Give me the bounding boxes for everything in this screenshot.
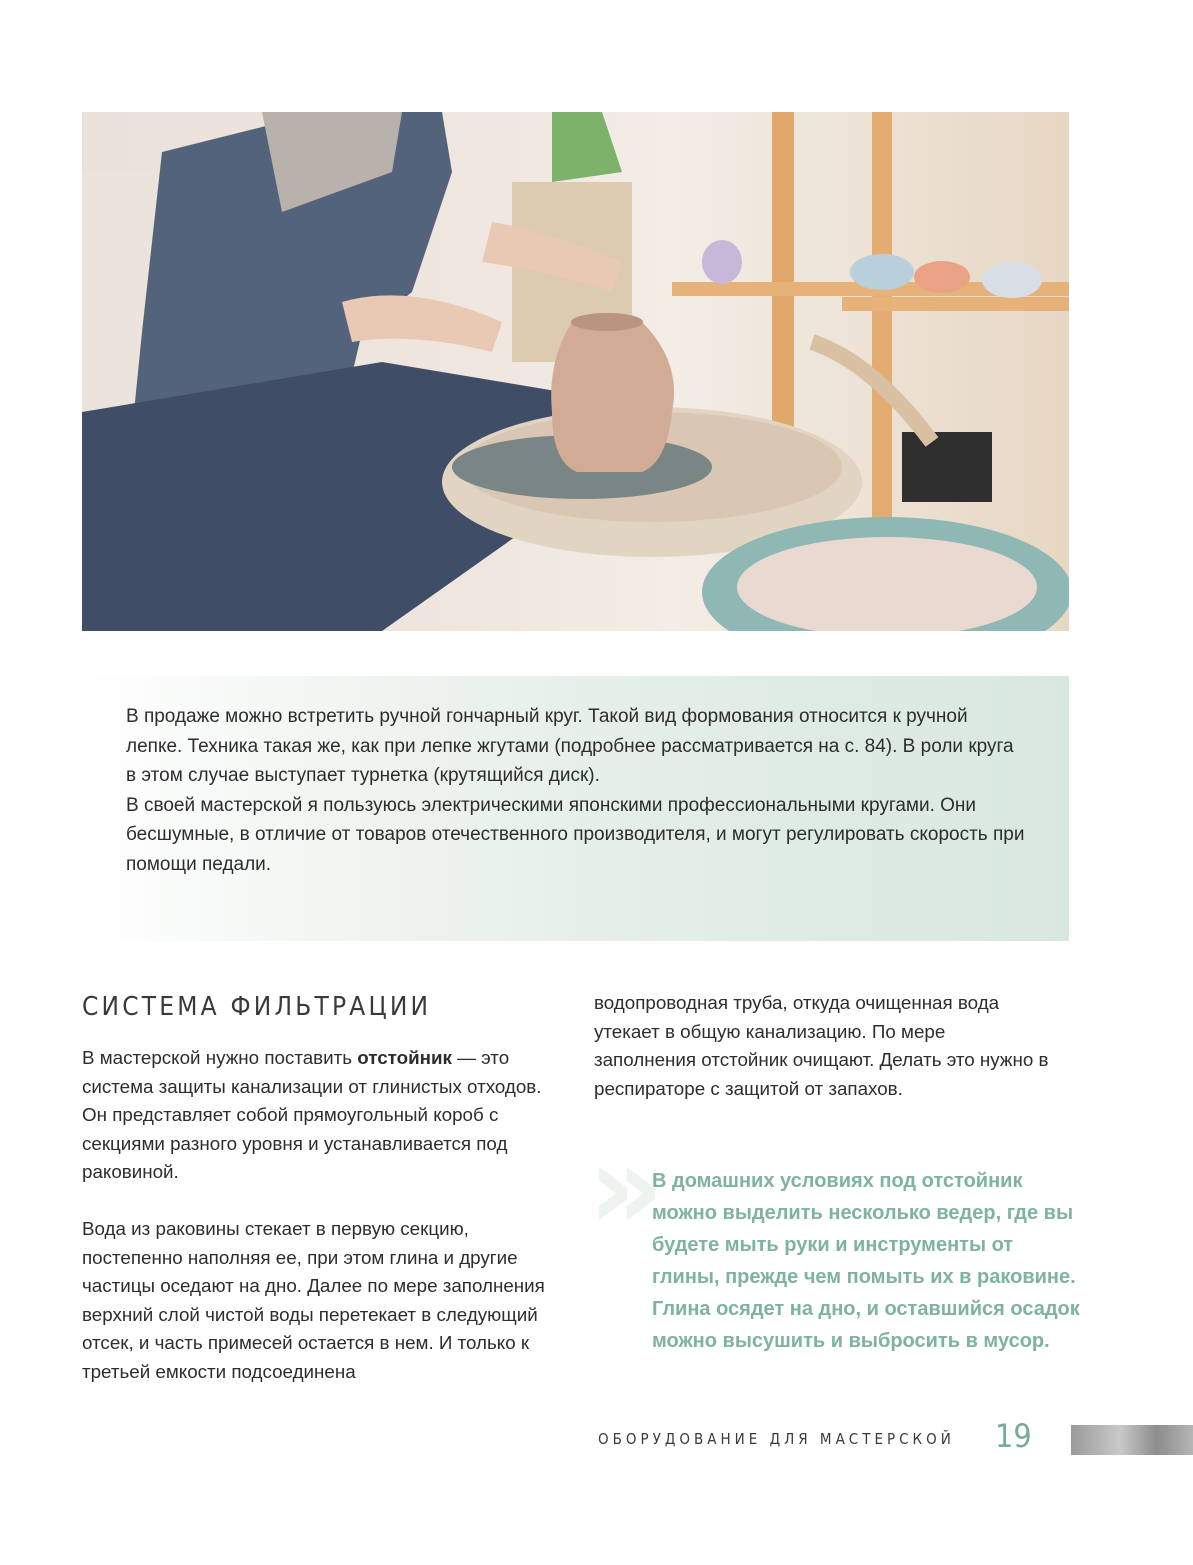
shelf-board-mid xyxy=(842,297,1069,311)
page-number: 19 xyxy=(995,1417,1032,1455)
pottery-illustration xyxy=(82,112,1069,631)
vase-purple xyxy=(702,240,742,284)
bucket-shape xyxy=(902,432,992,502)
paragraph-settler-end: — это система защиты канализации от глинистых отходов. Он представляет собой прямоугольный короб с секциями разного уровня и устанавливается под раковиной. xyxy=(82,1047,542,1183)
info-box-text xyxy=(126,702,1026,879)
plant-shape xyxy=(552,112,622,182)
clay-pot-rim xyxy=(571,313,643,331)
info-paragraph-2: В своей мастерской я пользуюсь электрическими японскими профессиональными кругами. Они бесшумные, в отличие от товаров отечественного производителя, и могут регулировать скорость при помощи педали. xyxy=(126,794,1025,875)
bowl-grey xyxy=(982,262,1042,298)
highlight-quote: В домашних условиях под отстойник можно выделить несколько ведер, где вы будете мыть руки и инструменты от глины, прежде чем помыть их в раковине. Глина осядет на дно, и оставшийся осадок можно высушить и выбросить в мусор. xyxy=(652,1170,1080,1352)
paragraph-pipe: водопроводная труба, откуда очищенная вода утекает в общую канализацию. По мере заполнения отстойник очищают. Делать это нужно в респираторе с защитой от запахов. xyxy=(594,992,1049,1099)
left-column xyxy=(82,1044,560,1415)
bowl-blue xyxy=(850,254,914,290)
bowl-orange xyxy=(914,261,970,293)
info-paragraph-1: В продаже можно встретить ручной гончарный круг. Такой вид формования относится к ручной лепке. Техника такая же, как при лепке жгутами (подробнее рассматривается на с. 84). В роли круга в этом случае выступает турнетка (крутящийся диск). xyxy=(126,706,1014,786)
section-title: СИСТЕМА ФИЛЬТРАЦИИ xyxy=(82,992,432,1022)
pottery-photo xyxy=(82,112,1069,631)
paragraph-settler xyxy=(82,1044,560,1187)
clay-pot xyxy=(551,322,674,472)
corner-decoration xyxy=(1071,1425,1193,1455)
paragraph-settler-start: В мастерской нужно поставить xyxy=(82,1047,358,1068)
info-box xyxy=(82,676,1069,941)
term-settler: отстойник xyxy=(357,1047,452,1068)
right-column xyxy=(594,989,1049,1131)
arm-left xyxy=(342,295,502,352)
paragraph-water-flow: Вода из раковины стекает в первую секцию, постепенно наполняя ее, при этом глина и другие частицы оседают на дно. Далее по мере заполнения верхний слой чистой воды перетекает в следующий отсек, и часть примесей остается в нем. И только к третьей емкости подсоединена xyxy=(82,1217,545,1382)
quote-mark-icon: » xyxy=(588,1118,665,1256)
footer-chapter-title: ОБОРУДОВАНИЕ ДЛЯ МАСТЕРСКОЙ xyxy=(598,1430,955,1448)
